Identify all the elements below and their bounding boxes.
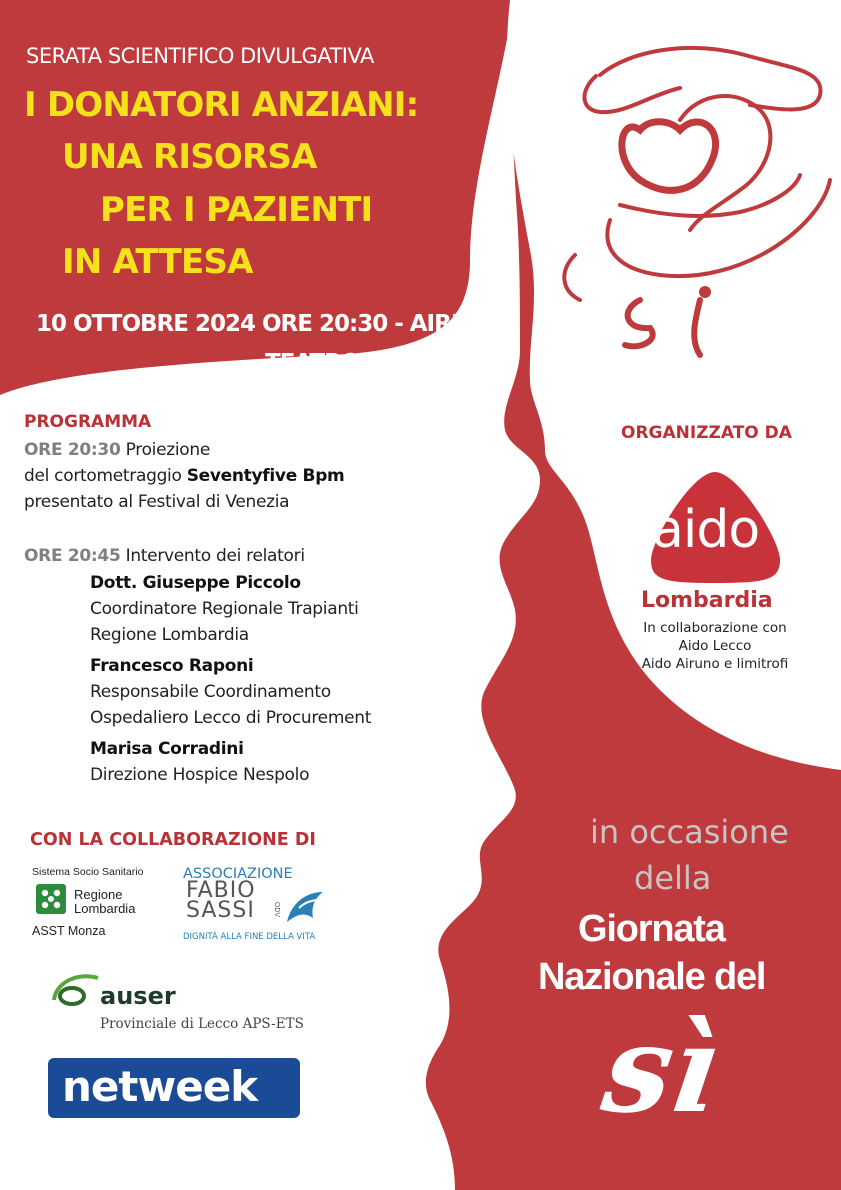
speaker-2 [90, 653, 371, 731]
auser-subtitle: Provinciale di Lecco APS-ETS [100, 1016, 304, 1032]
event-date: 10 OTTOBRE 2024 ORE 20:30 - AIRUNO [36, 311, 506, 337]
fabio-association: ASSOCIAZIONE [183, 866, 293, 882]
fabio-name [186, 878, 256, 923]
auser-swoosh-icon [52, 970, 100, 1006]
fabio-odv: ODV [273, 901, 281, 918]
organizer-region: Lombardia [641, 588, 773, 613]
program-item-2-text: Intervento dei relatori [125, 546, 305, 566]
speaker-2-org: Ospedaliero Lecco di Procurement [90, 708, 372, 728]
organizer-collab [620, 619, 810, 673]
speaker-2-name: Francesco Raponi [90, 656, 254, 676]
speaker-3 [90, 736, 309, 788]
auser-name: auser [100, 982, 176, 1010]
program-item-1 [24, 437, 344, 515]
occasion-line-3: Giornata [578, 908, 725, 950]
fabio-sassi-logo [183, 866, 333, 946]
program-item-2 [24, 543, 305, 569]
title-line-2: UNA RISORSA [62, 137, 317, 177]
netweek-logo [48, 1058, 300, 1118]
event-kicker: SERATA SCIENTIFICO DIVULGATIVA [26, 44, 374, 68]
title-line-4: IN ATTESA [62, 242, 253, 282]
speaker-1-org: Regione Lombardia [90, 625, 249, 645]
program-item-1-line2: del cortometraggio [24, 466, 182, 486]
organizer-collab-line-2: Aido Lecco [678, 638, 752, 654]
program-item-1-text: Proiezione [125, 440, 211, 460]
title-line-1: I DONATORI ANZIANI: [24, 85, 419, 125]
organizer-collab-line-1: In collaborazione con [643, 620, 787, 636]
speaker-1-role: Coordinatore Regionale Trapianti [90, 599, 359, 619]
speaker-2-role: Responsabile Coordinamento [90, 682, 331, 702]
regione-rose-icon [36, 884, 66, 914]
fabio-bird-icon [285, 888, 325, 924]
regione-line2: Lombardia [74, 901, 136, 916]
program-heading: PROGRAMMA [24, 412, 152, 432]
program-time-2: ORE 20:45 [24, 546, 121, 566]
regione-lombardia-logo [32, 866, 172, 946]
program-time-1: ORE 20:30 [24, 440, 121, 460]
auser-logo [50, 968, 320, 1038]
fabio-tagline: DIGNITÀ ALLA FINE DELLA VITA [183, 932, 316, 942]
title-line-3: PER I PAZIENTI [100, 190, 373, 230]
film-title: Seventyfive Bpm [186, 466, 345, 486]
program-item-1-line3: presentato al Festival di Venezia [24, 492, 290, 512]
occasion-line-4: Nazionale del [538, 956, 766, 998]
asst-monza: ASST Monza [32, 924, 106, 938]
event-venue: TEATRO SMERALDO [265, 350, 503, 376]
regione-top-text: Sistema Socio Sanitario [32, 866, 144, 878]
aido-logo-text: aido [652, 500, 760, 560]
si-script: sì [595, 999, 729, 1140]
occasion-line-2: della [634, 859, 712, 897]
collaboration-heading: CON LA COLLABORAZIONE DI [30, 830, 316, 850]
fabio-line-3: SASSI [186, 898, 255, 923]
occasion-line-1: in occasione [590, 813, 789, 851]
fabio-line-2: FABIO [186, 878, 256, 903]
regione-line1: Regione [74, 887, 123, 902]
regione-name [74, 888, 135, 916]
organizer-heading: ORGANIZZATO DA [621, 423, 792, 443]
speaker-1-name: Dott. Giuseppe Piccolo [90, 573, 301, 593]
speaker-1 [90, 570, 359, 648]
speaker-3-role: Direzione Hospice Nespolo [90, 765, 310, 785]
organizer-collab-line-3: Aido Airuno e limitrofi [641, 656, 789, 672]
netweek-text: netweek [62, 1062, 258, 1111]
speaker-3-name: Marisa Corradini [90, 739, 244, 759]
